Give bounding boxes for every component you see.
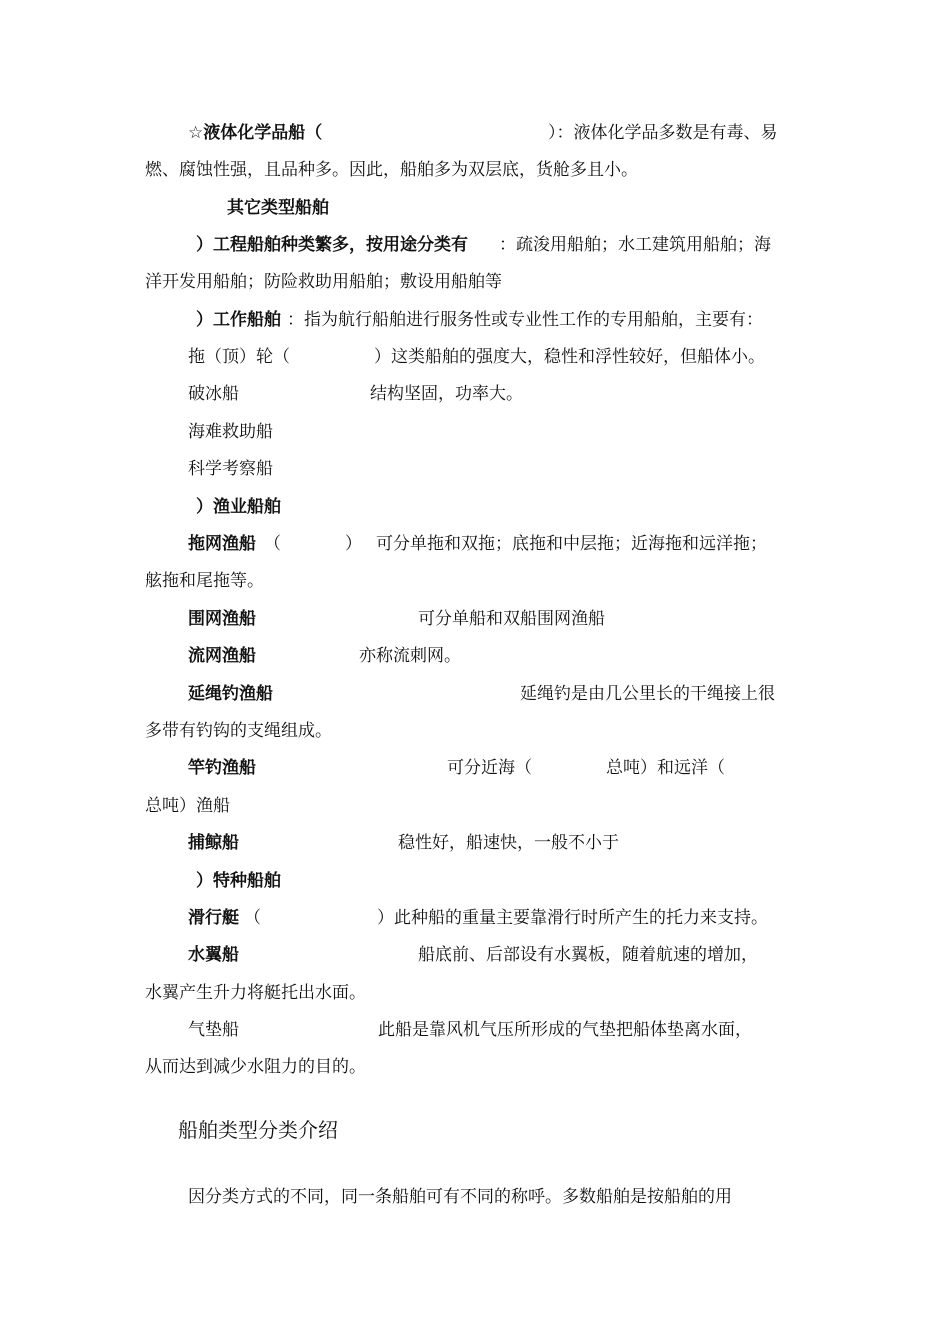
pole-line-desc-a: 可分近海（: [447, 758, 532, 778]
purse-seiner-term: 围网渔船: [188, 609, 256, 629]
special-ship-heading: ）特种船舶: [196, 871, 281, 891]
whaler-desc: 稳性好，船速快，一般不小于: [398, 833, 619, 853]
section-title: 船舶类型分类介绍: [178, 1118, 338, 1142]
trawler-term: 拖网渔船: [188, 534, 256, 554]
work-ship-term: ）工作船舶: [196, 310, 281, 330]
drift-netter-desc: 亦称流刺网。: [359, 646, 461, 666]
research-ship-term: 科学考察船: [188, 459, 273, 479]
whaler-term: 捕鲸船: [188, 833, 239, 853]
liquid-chemical-ship-term: ☆液体化学品船（: [188, 123, 323, 143]
hovercraft-term: 气垫船: [188, 1020, 239, 1040]
planing-boat-desc: ）此种船的重量主要靠滑行时所产生的托力来支持。: [377, 908, 768, 928]
pole-line-term: 竿钓渔船: [188, 758, 256, 778]
trawler-desc: 可分单拖和双拖；底拖和中层拖；近海拖和远洋拖；: [376, 534, 767, 554]
hydrofoil-term: 水翼船: [188, 945, 239, 965]
hovercraft-desc: 此船是靠风机气压所形成的气垫把船体垫离水面，: [378, 1020, 752, 1040]
paragraph-line: 舷拖和尾拖等。: [145, 571, 264, 591]
salvage-ship-term: 海难救助船: [188, 422, 273, 442]
drift-netter-term: 流网渔船: [188, 646, 256, 666]
tug-desc: ）这类船舶的强度大，稳性和浮性较好，但船体小。: [374, 347, 765, 367]
work-ship-desc: ：指为航行船舶进行服务性或专业性工作的专用船舶，主要有：: [287, 310, 763, 330]
longliner-desc: 延绳钓是由几公里长的干绳接上很: [520, 684, 775, 704]
trawler-paren-open: （: [264, 534, 281, 554]
tug-term: 拖（顶）轮（: [188, 347, 290, 367]
icebreaker-desc: 结构坚固，功率大。: [370, 384, 523, 404]
section-intro: 因分类方式的不同，同一条船舶可有不同的称呼。多数船舶是按船舶的用: [188, 1187, 732, 1207]
paragraph-line: 水翼产生升力将艇托出水面。: [145, 983, 366, 1003]
longliner-term: 延绳钓渔船: [188, 684, 273, 704]
trawler-paren-close: ）: [345, 534, 362, 554]
fishing-ship-heading: ）渔业船舶: [196, 497, 281, 517]
paragraph-line: 多带有钓钩的支绳组成。: [145, 721, 332, 741]
planing-boat-term: 滑行艇: [188, 908, 239, 928]
purse-seiner-desc: 可分单船和双船围网渔船: [418, 609, 605, 629]
hydrofoil-desc: 船底前、后部设有水翼板，随着航速的增加，: [418, 945, 758, 965]
paragraph-line: 燃、腐蚀性强，且品种多。因此，船舶多为双层底，货舱多且小。: [145, 160, 638, 180]
paragraph-line: 总吨）渔船: [145, 796, 230, 816]
paragraph-line: 从而达到减少水阻力的目的。: [145, 1057, 366, 1077]
subsection-heading: 其它类型船舶: [227, 198, 329, 218]
pole-line-desc-b: 总吨）和远洋（: [606, 758, 725, 778]
engineering-ship-desc: ：疏浚用船舶；水工建筑用船舶；海: [499, 235, 771, 255]
planing-boat-paren: （: [244, 908, 261, 928]
engineering-ship-term: ）工程船舶种类繁多，按用途分类有: [196, 235, 468, 255]
liquid-chemical-ship-desc: ）：液体化学品多数是有毒、易: [548, 123, 778, 143]
icebreaker-term: 破冰船: [188, 384, 239, 404]
paragraph-line: 洋开发用船舶；防险救助用船舶；敷设用船舶等: [145, 272, 502, 292]
